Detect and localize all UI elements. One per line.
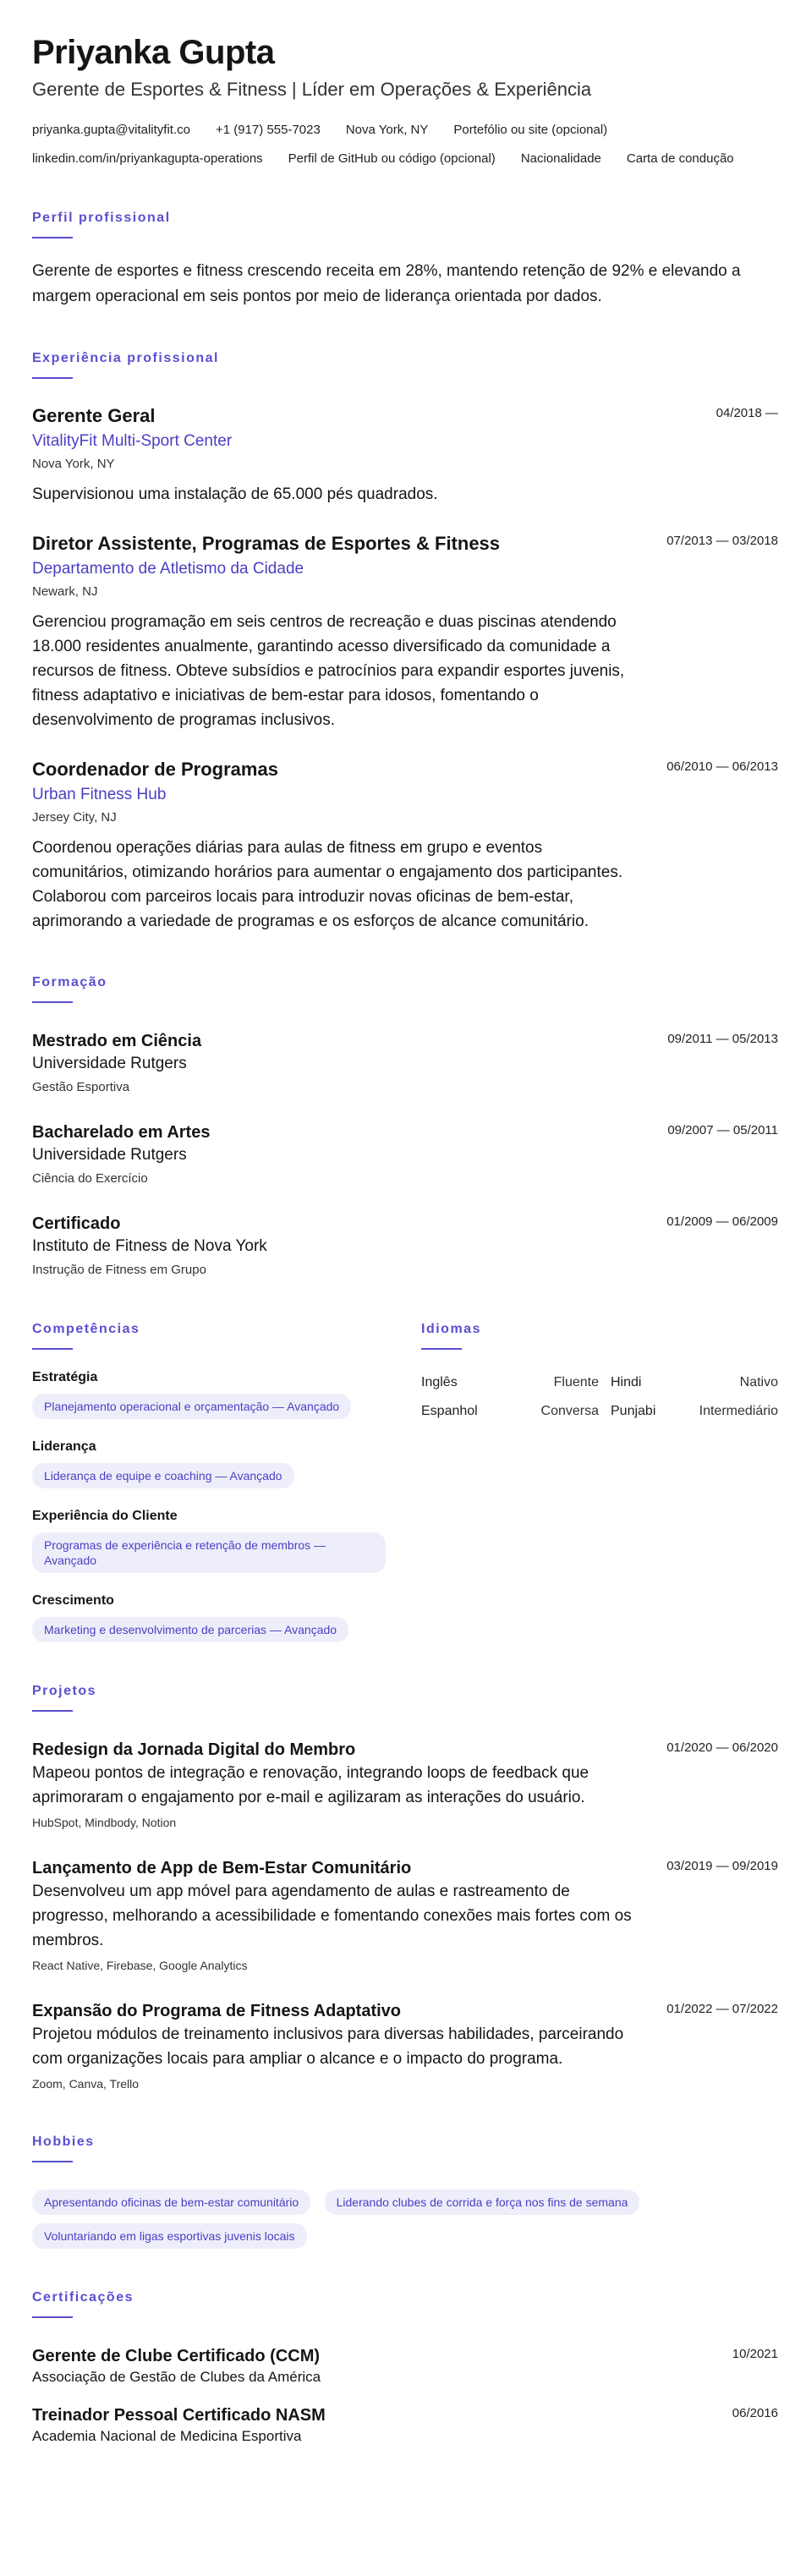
job-description: Coordenou operações diárias para aulas de fitness em grupo e eventos comunitários, otimizando horários para aumentar o engajamento dos participantes. Colaborou com parceiros locais para introduzir novas oficinas de bem-estar, aprimorando a variedade de programas e os esforços de alcance comunitário.: [32, 839, 623, 930]
skills-section: [32, 1321, 421, 1642]
experience-entry: [32, 404, 778, 507]
education-entry: [32, 1030, 778, 1098]
skill-chip: Marketing e desenvolvimento de parcerias — Avançado: [32, 1617, 348, 1642]
language-level: Fluente: [553, 1375, 599, 1389]
hobby-chip: Liderando clubes de corrida e força nos fins de semana: [325, 2190, 640, 2215]
contact-nationality: Nacionalidade: [520, 151, 601, 166]
language-name: Hindi: [611, 1375, 642, 1389]
skill-group: [32, 1438, 421, 1488]
section-title: Hobbies: [32, 2135, 95, 2149]
language-name: Inglês: [421, 1375, 458, 1389]
language-level: Conversa: [540, 1404, 599, 1418]
contact-email[interactable]: priyanka.gupta@vitalityfit.co: [32, 123, 190, 137]
project-title: Lançamento de App de Bem-Estar Comunitário: [32, 1859, 412, 1877]
project-entry: [32, 1739, 778, 1832]
certification-date: 06/2016: [732, 2406, 778, 2420]
skill-group: [32, 1592, 421, 1642]
candidate-name: Priyanka Gupta: [32, 34, 275, 71]
job-description: Supervisionou uma instalação de 65.000 pés quadrados.: [32, 485, 438, 503]
project-description: Mapeou pontos de integração e renovação, integrando loops de feedback que aprimoraram o engajamento por e-mail e agilizaram as interações do usuário.: [32, 1764, 589, 1806]
job-location: Nova York, NY: [32, 457, 115, 471]
contact-location: Nova York, NY: [345, 123, 429, 137]
entry-dates: 07/2013 — 03/2018: [666, 534, 778, 548]
job-description: Gerenciou programação em seis centros de recreação e duas piscinas atendendo 18.000 residentes anualmente, garantindo acesso diversificado da comunidade a recursos de fitness. Obteve subsídios e patrocínios para expandir esportes juvenis, fitness adaptativo e iniciativas de bem-estar para idosos, fomentando o desenvolvimento de programas inclusivos.: [32, 613, 625, 729]
contact-license: Carta de condução: [626, 151, 734, 166]
hobby-chip: Apresentando oficinas de bem-estar comunitário: [32, 2190, 310, 2215]
languages-section: [421, 1321, 778, 1642]
section-divider: [32, 377, 73, 379]
section-title: Competências: [32, 1322, 140, 1336]
project-tools: HubSpot, Mindbody, Notion: [32, 1816, 177, 1829]
entry-dates: 04/2018 —: [716, 406, 778, 420]
entry-dates: 01/2009 — 06/2009: [666, 1214, 778, 1229]
section-title: Experiência profissional: [32, 351, 219, 365]
hobbies-section: [32, 2134, 778, 2249]
skill-chip: Liderança de equipe e coaching — Avançado: [32, 1463, 294, 1488]
field-of-study: Instrução de Fitness em Grupo: [32, 1263, 206, 1277]
project-tools: React Native, Firebase, Google Analytics: [32, 1959, 248, 1972]
contact-phone[interactable]: +1 (917) 555-7023: [215, 123, 321, 137]
headline: Gerente de Esportes & Fitness | Líder em Operações & Experiência: [32, 79, 592, 100]
certification-name: Gerente de Clube Certificado (CCM): [32, 2347, 321, 2365]
contact-list: [32, 120, 759, 169]
section-divider: [32, 237, 73, 238]
project-entry: [32, 1857, 778, 1975]
contact-linkedin[interactable]: linkedin.com/in/priyankagupta-operations: [32, 151, 263, 166]
section-divider: [32, 1348, 73, 1350]
project-title: Expansão do Programa de Fitness Adaptativo: [32, 2002, 402, 2020]
contact-github[interactable]: Perfil de GitHub ou código (opcional): [288, 151, 496, 166]
skill-category: Estratégia: [32, 1370, 98, 1384]
job-title: Coordenador de Programas: [32, 759, 278, 780]
job-location: Newark, NJ: [32, 584, 98, 599]
entry-dates: 06/2010 — 06/2013: [666, 759, 778, 774]
project-description: Desenvolveu um app móvel para agendamento de aulas e rastreamento de progresso, melhorando a acessibilidade e fomentando conexões mais fortes com os membros.: [32, 1883, 632, 1949]
language-list: [421, 1375, 778, 1419]
school: Universidade Rutgers: [32, 1146, 187, 1164]
entry-dates: 09/2007 — 05/2011: [667, 1123, 778, 1137]
section-title: Idiomas: [421, 1322, 481, 1336]
language-name: Punjabi: [611, 1404, 656, 1418]
experience-entry: [32, 532, 778, 732]
entry-dates: 01/2022 — 07/2022: [666, 2002, 778, 2016]
projects-section: [32, 1683, 778, 2093]
job-location: Jersey City, NJ: [32, 810, 117, 825]
job-title: Diretor Assistente, Programas de Esportes & Fitness: [32, 533, 501, 554]
entry-dates: 03/2019 — 09/2019: [666, 1859, 778, 1873]
employer: Urban Fitness Hub: [32, 786, 167, 803]
section-title: Projetos: [32, 1684, 97, 1698]
experience-section: [32, 350, 778, 934]
section-divider: [421, 1348, 462, 1350]
skills-languages-row: [32, 1321, 778, 1642]
degree: Bacharelado em Artes: [32, 1123, 211, 1142]
education-section: [32, 974, 778, 1280]
language-level: Nativo: [739, 1375, 778, 1389]
certification-entry: [32, 2345, 778, 2387]
skill-group: [32, 1368, 421, 1419]
field-of-study: Gestão Esportiva: [32, 1080, 130, 1094]
profile-section: [32, 210, 778, 310]
certification-entry: [32, 2404, 778, 2447]
project-tools: Zoom, Canva, Trello: [32, 2077, 140, 2091]
degree: Certificado: [32, 1214, 121, 1233]
skill-chip: Programas de experiência e retenção de membros — Avançado: [32, 1532, 386, 1573]
certification-name: Treinador Pessoal Certificado NASM: [32, 2406, 326, 2425]
section-title: Certificações: [32, 2290, 134, 2305]
section-title: Formação: [32, 975, 107, 989]
project-description: Projetou módulos de treinamento inclusivos para diversas habilidades, parceirando com organizações locais para ampliar o alcance e o impacto do programa.: [32, 2025, 624, 2068]
project-entry: [32, 2000, 778, 2093]
employer: VitalityFit Multi-Sport Center: [32, 432, 233, 450]
certification-date: 10/2021: [732, 2347, 778, 2361]
degree: Mestrado em Ciência: [32, 1032, 202, 1050]
employer: Departamento de Atletismo da Cidade: [32, 560, 304, 578]
skill-category: Liderança: [32, 1439, 96, 1454]
section-divider: [32, 2161, 73, 2162]
project-title: Redesign da Jornada Digital do Membro: [32, 1740, 356, 1759]
skill-group: [32, 1507, 421, 1573]
school: Instituto de Fitness de Nova York: [32, 1237, 267, 1255]
certifications-section: [32, 2289, 778, 2447]
language-level: Intermediário: [699, 1404, 778, 1418]
section-title: Perfil profissional: [32, 211, 171, 225]
skill-chip: Planejamento operacional e orçamentação — Avançado: [32, 1394, 351, 1419]
contact-portfolio[interactable]: Portefólio ou site (opcional): [453, 123, 608, 137]
certification-issuer: Academia Nacional de Medicina Esportiva: [32, 2428, 302, 2444]
entry-dates: 09/2011 — 05/2013: [667, 1032, 778, 1046]
education-entry: [32, 1121, 778, 1189]
experience-entry: [32, 758, 778, 934]
section-divider: [32, 1710, 73, 1712]
hobby-list: [32, 2181, 759, 2249]
section-divider: [32, 1001, 73, 1003]
section-divider: [32, 2316, 73, 2318]
entry-dates: 01/2020 — 06/2020: [666, 1740, 778, 1755]
school: Universidade Rutgers: [32, 1055, 187, 1072]
skill-category: Experiência do Cliente: [32, 1509, 178, 1523]
profile-summary: Gerente de esportes e fitness crescendo receita em 28%, mantendo retenção de 92% e elevando a margem operacional em seis pontos por meio de liderança orientada por dados.: [32, 262, 741, 305]
skill-category: Crescimento: [32, 1593, 114, 1608]
field-of-study: Ciência do Exercício: [32, 1171, 148, 1186]
hobby-chip: Voluntariando em ligas esportivas juvenis locais: [32, 2223, 307, 2249]
job-title: Gerente Geral: [32, 405, 156, 426]
education-entry: [32, 1213, 778, 1280]
certification-issuer: Associação de Gestão de Clubes da América: [32, 2369, 321, 2385]
language-name: Espanhol: [421, 1404, 478, 1418]
